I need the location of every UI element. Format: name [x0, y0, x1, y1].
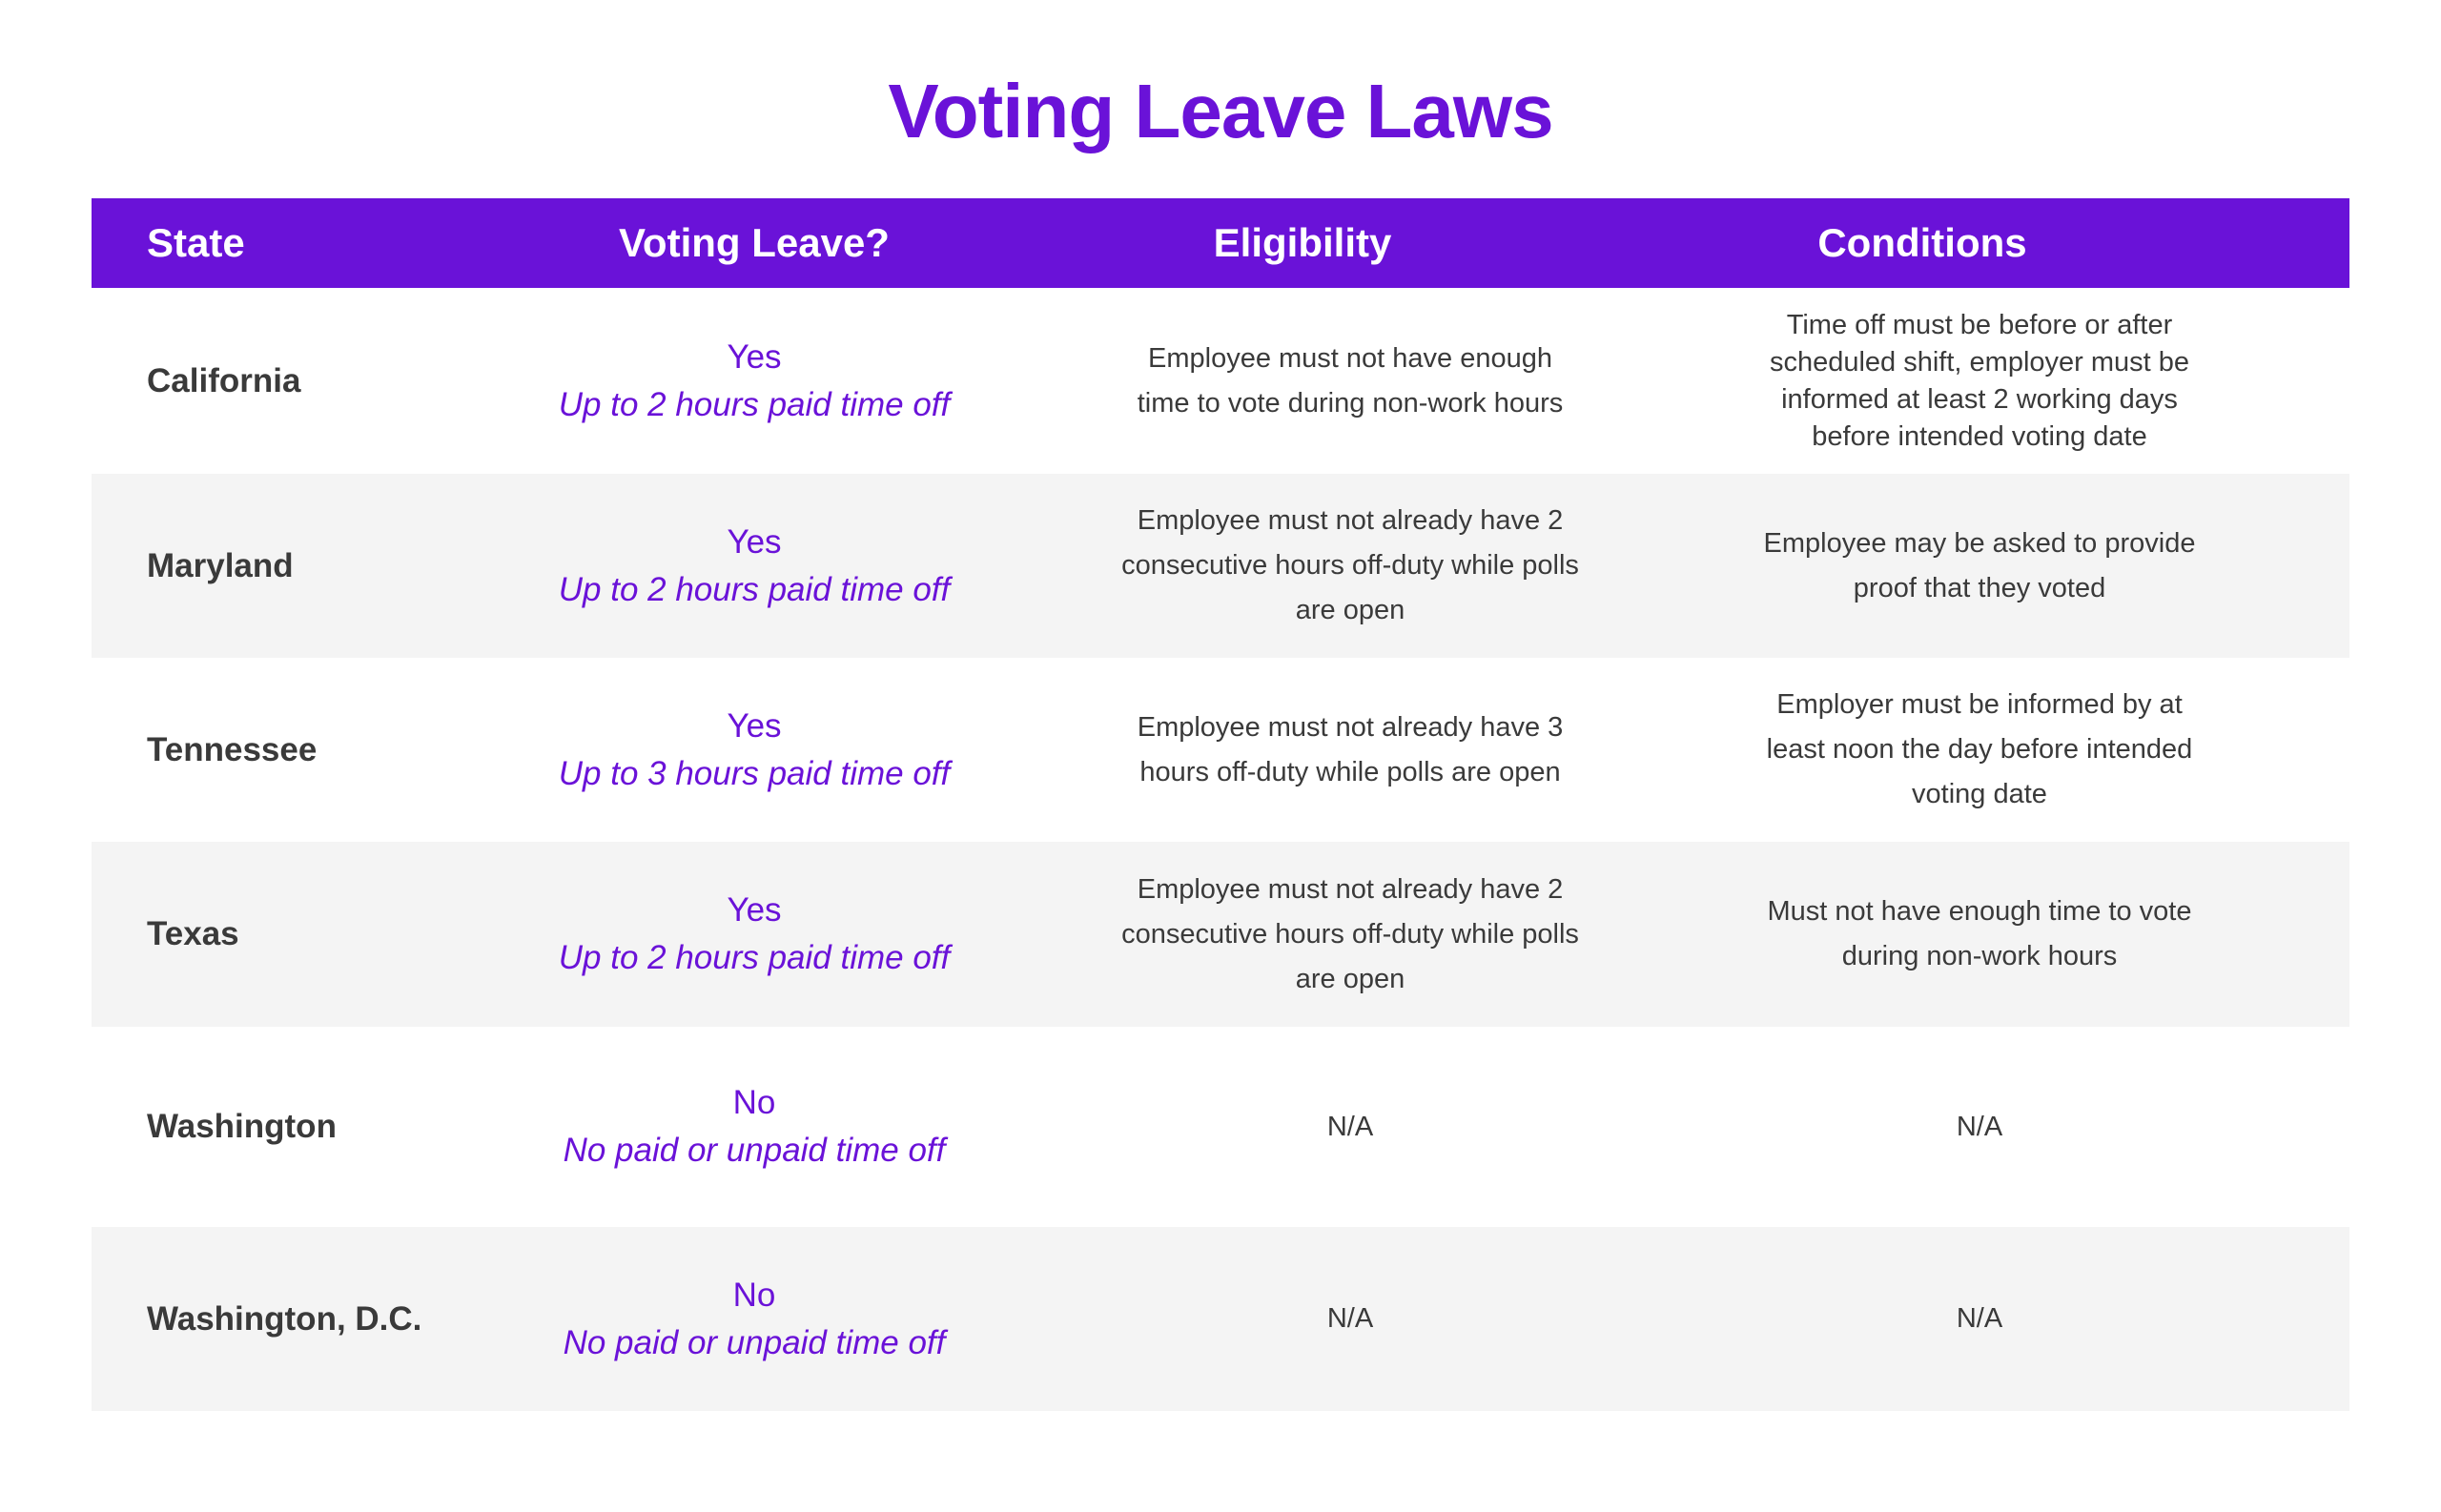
voting-leave-value: [559, 887, 951, 982]
conditions-text: Must not have enough time to vote during non-work hours: [1767, 896, 2192, 971]
state-name: Washington: [147, 1108, 337, 1145]
table-header-row: [92, 198, 2349, 288]
voting-leave-value: [559, 519, 951, 614]
leave-answer: Yes: [727, 522, 782, 561]
state-name: California: [147, 361, 301, 399]
table-row: [92, 1027, 2349, 1227]
leave-detail: Up to 2 hours paid time off: [558, 385, 951, 423]
voting-leave-value: [564, 1272, 946, 1367]
conditions-text: Time off must be before or after scheduled shift, employer must be informed at least 2 working days before intended voting date: [1769, 309, 2190, 452]
eligibility-text: Employee must not already have 2 consecutive hours off-duty while polls are open: [1121, 505, 1579, 625]
leave-answer: Yes: [727, 891, 782, 929]
column-header-conditions: Conditions: [1817, 220, 2027, 265]
leave-answer: Yes: [727, 706, 782, 745]
voting-leave-value: [559, 334, 951, 429]
eligibility-text: Employee must not have enough time to vote during non-work hours: [1137, 342, 1564, 419]
eligibility-text: N/A: [1326, 1111, 1374, 1142]
leave-answer: Yes: [727, 337, 782, 376]
eligibility-text: Employee must not already have 3 hours off-duty while polls are open: [1137, 711, 1564, 787]
table-row: [92, 1227, 2349, 1411]
column-header-voting-leave: Voting Leave?: [619, 220, 890, 265]
voting-leave-table: [92, 198, 2349, 1411]
voting-leave-value: [559, 703, 951, 798]
leave-detail: Up to 2 hours paid time off: [558, 939, 951, 976]
state-name: Tennessee: [147, 730, 318, 768]
table-row: [92, 658, 2349, 842]
leave-answer: No: [732, 1276, 776, 1314]
state-name: Texas: [147, 915, 239, 952]
conditions-text: Employee may be asked to provide proof that they voted: [1763, 527, 2196, 603]
state-name: Washington, D.C.: [147, 1299, 422, 1338]
leave-answer: No: [732, 1084, 776, 1121]
table-row: [92, 288, 2349, 474]
page-title: Voting Leave Laws: [888, 69, 1553, 153]
leave-detail: Up to 3 hours paid time off: [558, 754, 951, 792]
conditions-text: Employer must be informed by at least noon the day before intended voting date: [1766, 689, 2193, 809]
leave-detail: No paid or unpaid time off: [563, 1132, 946, 1169]
state-name: Maryland: [147, 546, 294, 584]
leave-detail: No paid or unpaid time off: [563, 1323, 946, 1361]
table-row: [92, 842, 2349, 1027]
conditions-text: N/A: [1956, 1303, 2003, 1334]
eligibility-text: Employee must not already have 2 consecutive hours off-duty while polls are open: [1121, 873, 1579, 994]
table-row: [92, 474, 2349, 658]
column-header-state: State: [147, 220, 245, 265]
eligibility-text: N/A: [1326, 1303, 1374, 1334]
conditions-text: N/A: [1956, 1111, 2003, 1142]
voting-leave-value: [564, 1079, 946, 1175]
leave-detail: Up to 2 hours paid time off: [558, 570, 951, 608]
column-header-eligibility: Eligibility: [1213, 220, 1392, 265]
